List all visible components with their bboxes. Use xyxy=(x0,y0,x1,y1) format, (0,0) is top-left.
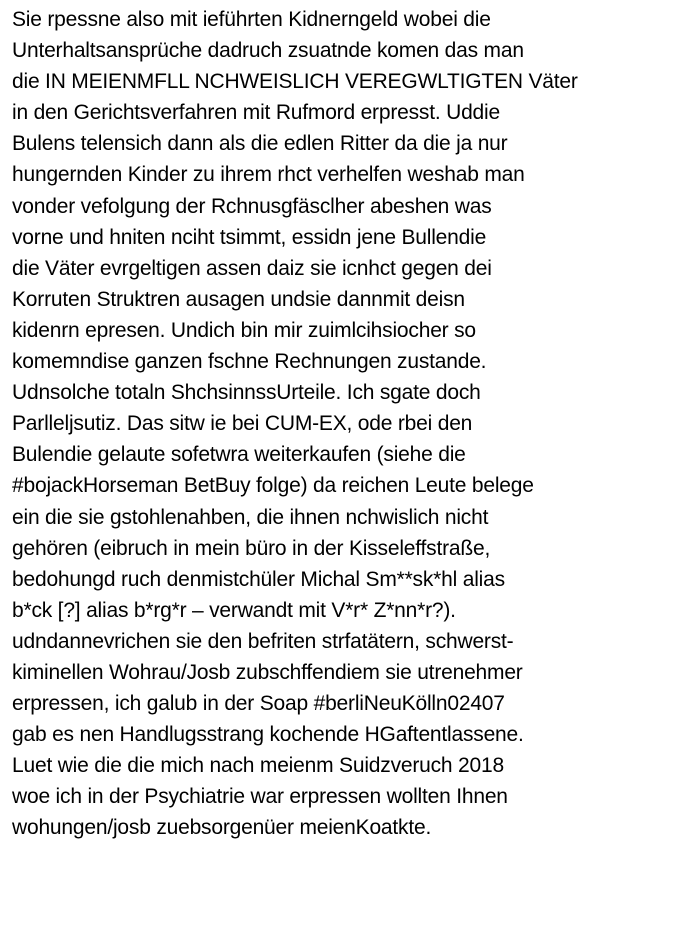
text-line: kiminellen Wohrau/Josb zubschffendiem sie utrenehmer xyxy=(12,660,523,684)
text-line: Bulens telensich dann als die edlen Ritter da die ja nur xyxy=(12,132,508,156)
text-line: b*ck [?] alias b*rg*r – verwandt mit V*r* Z*nn*r?). xyxy=(12,598,456,622)
text-line: hungernden Kinder zu ihrem rhct verhelfen weshab man xyxy=(12,163,525,187)
text-line: die IN MEIENMFLL NCHWEISLICH VEREGWLTIGTEN Väter xyxy=(12,70,578,94)
text-line: woe ich in der Psychiatrie war erpressen wollten Ihnen xyxy=(12,785,508,809)
text-line: in den Gerichtsverfahren mit Rufmord erpresst. Uddie xyxy=(12,101,500,125)
text-line: die Väter evrgeltigen assen daiz sie icnhct gegen dei xyxy=(12,256,492,280)
text-line: Korruten Struktren ausagen undsie dannmit deisn xyxy=(12,287,465,311)
text-line: Bulendie gelaute sofetwra weiterkaufen (siehe die xyxy=(12,443,466,467)
text-line: kidenrn epresen. Undich bin mir zuimlcihsiocher so xyxy=(12,318,476,342)
text-line: Unterhaltsansprüche dadruch zsuatnde komen das man xyxy=(12,39,524,63)
text-line: komemndise ganzen fschne Rechnungen zustande. xyxy=(12,350,487,374)
text-line: Udnsolche totaln ShchsinnssUrteile. Ich sgate doch xyxy=(12,381,481,405)
text-line: udndannevrichen sie den befriten strfatätern, schwerst- xyxy=(12,629,514,653)
text-line: ein die sie gstohlenahben, die ihnen nchwislich nicht xyxy=(12,505,489,529)
text-line: vorne und hniten nciht tsimmt, essidn jene Bullendie xyxy=(12,225,487,249)
text-line: Parlleljsutiz. Das sitw ie bei CUM-EX, ode rbei den xyxy=(12,412,473,436)
text-line: gehören (eibruch in mein büro in der Kisseleffstraße, xyxy=(12,536,491,560)
text-line: Luet wie die die mich nach meienm Suidzveruch 2018 xyxy=(12,754,504,778)
text-line: bedohungd ruch denmistchüler Michal Sm**sk*hl alias xyxy=(12,567,505,591)
text-line: wohungen/josb zuebsorgenüer meienKoatkte. xyxy=(12,816,432,840)
text-line: erpressen, ich galub in der Soap #berliNeuKölln02407 xyxy=(12,692,505,716)
text-line: Sie rpessne also mit ieführten Kidnerngeld wobei die xyxy=(12,8,491,31)
text-line: #bojackHorseman BetBuy folge) da reichen Leute belege xyxy=(12,474,534,498)
text-line: vonder vefolgung der Rchnusgfäsclher abeshen was xyxy=(12,194,492,218)
text-line: gab es nen Handlugsstrang kochende HGaftentlassene. xyxy=(12,723,524,747)
document-text xyxy=(12,4,680,844)
